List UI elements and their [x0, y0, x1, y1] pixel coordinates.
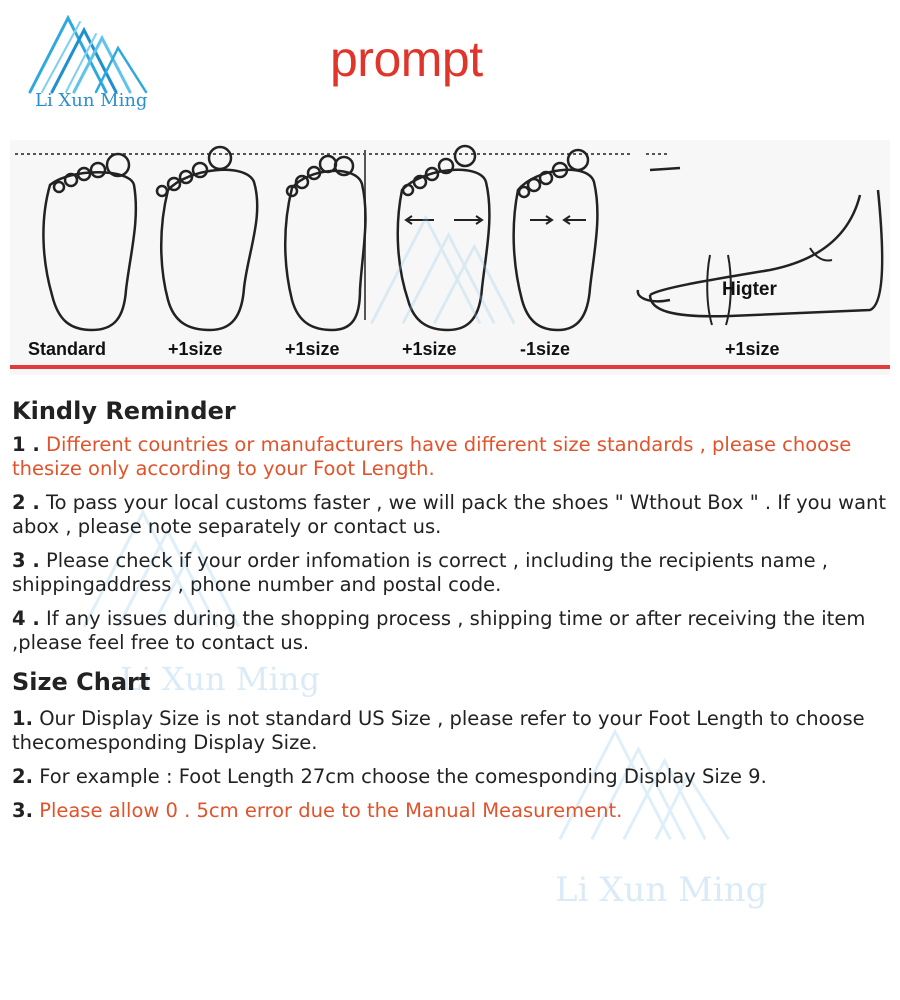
reminder-item-2: [12, 491, 888, 539]
foot-label-size-2: +1size: [168, 339, 223, 359]
size-chart-item-2-number: 2.: [12, 765, 33, 788]
foot-label-standard: Standard: [28, 339, 107, 359]
size-chart-item-1-text: Our Display Size is not standard US Size , please refer to your Foot Length to choose thecomesponding Display Size.: [12, 707, 865, 754]
watermark-brand-text: Li Xun Ming: [555, 870, 768, 910]
reminder-item-3: [12, 549, 888, 597]
foot-high-instep-outline: [638, 168, 882, 325]
reminder-item-2-text: To pass your local customs faster , we will pack the shoes " Wthout Box " . If you want abox , please note separately or contact us.: [12, 491, 887, 538]
foot-label-size-3: +1size: [285, 339, 340, 359]
watermark-logo-icon: [360, 200, 560, 370]
reminder-item-4: [12, 607, 888, 655]
foot-label-size-5: -1size: [520, 339, 571, 359]
reminder-item-1-text: Different countries or manufacturers have different size standards , please choose thesize only according to your Foot Length.: [12, 433, 852, 480]
size-chart-item-1-number: 1.: [12, 707, 33, 730]
reminder-item-3-number: 3 .: [12, 549, 40, 572]
size-chart-item-3-text: Please allow 0 . 5cm error due to the Manual Measurement.: [39, 799, 623, 822]
reminder-item-2-number: 2 .: [12, 491, 40, 514]
kindly-reminder-heading: Kindly Reminder: [12, 397, 236, 425]
size-chart-item-1: [12, 707, 888, 755]
size-chart-item-3: [12, 799, 888, 823]
foot-label-size-4: +1size: [402, 339, 457, 359]
higter-label: Higter: [722, 279, 777, 300]
size-chart-item-3-number: 3.: [12, 799, 33, 822]
brand-name: Li Xun Ming: [35, 90, 148, 111]
foot-long-second-toe-outline: [285, 156, 365, 330]
page-title: prompt: [330, 31, 483, 87]
size-chart-item-2-text: For example : Foot Length 27cm choose the comesponding Display Size 9.: [39, 765, 767, 788]
reminder-item-1-number: 1 .: [12, 433, 40, 456]
foot-wide-toe-outline: [157, 147, 257, 330]
foot-label-size-6: +1size: [725, 339, 780, 359]
reminder-item-1: [12, 433, 888, 481]
size-chart-heading: Size Chart: [12, 668, 151, 696]
reminder-item-4-text: If any issues during the shopping process , shipping time or after receiving the item ,please feel free to contact us.: [12, 607, 866, 654]
reminder-item-4-number: 4 .: [12, 607, 40, 630]
watermark-brand-text: Li Xun Ming: [120, 660, 320, 698]
foot-standard-outline: [43, 154, 135, 330]
reminder-item-3-text: Please check if your order infomation is correct , including the recipients name , shippingaddress , phone number and postal code.: [12, 549, 828, 596]
size-chart-item-2: [12, 765, 888, 789]
